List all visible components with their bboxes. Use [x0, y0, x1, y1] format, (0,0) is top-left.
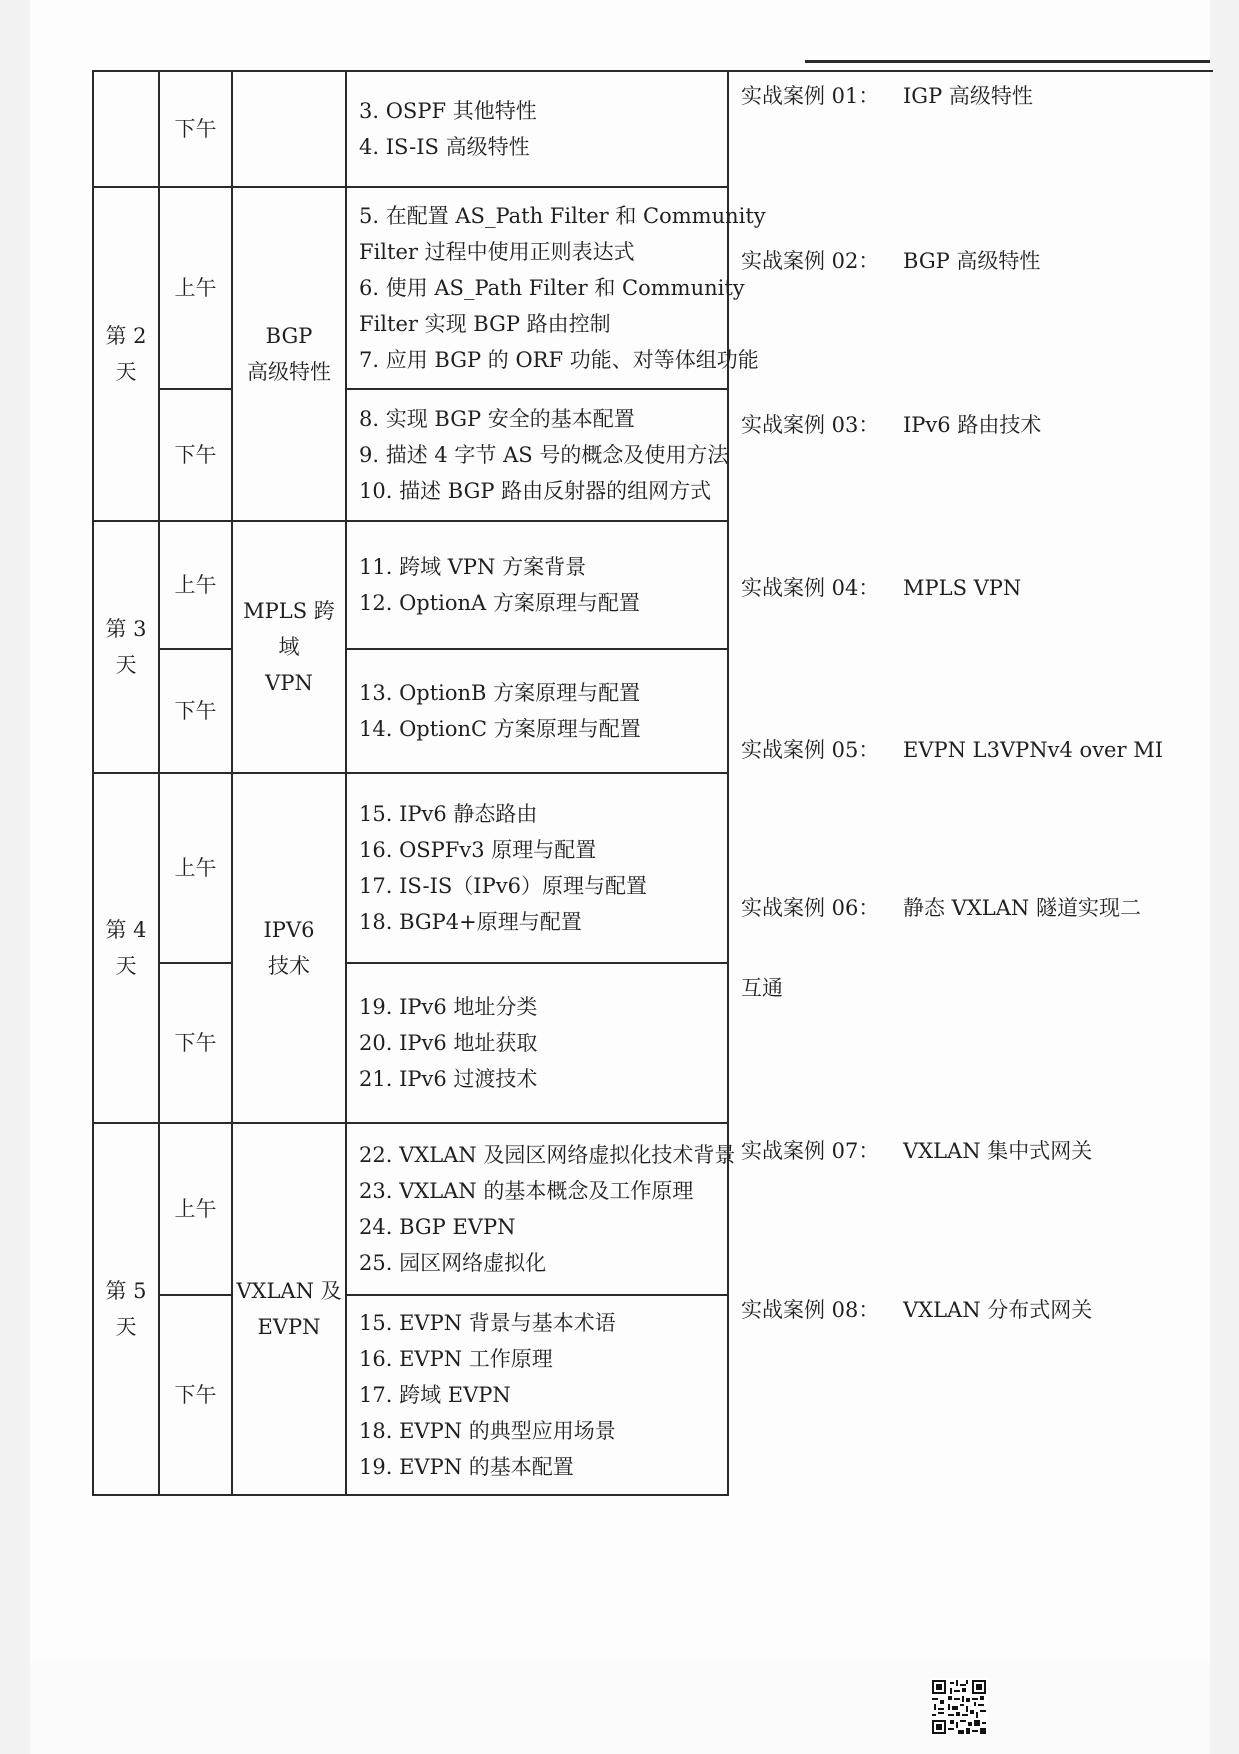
topic-item: 11. 跨域 VPN 方案背景: [359, 555, 587, 579]
period-cell: 上午: [159, 521, 232, 649]
topics-cell: [346, 649, 728, 773]
case-title: IGP 高级特性: [903, 84, 1033, 108]
case-label: 实战案例 07：: [741, 1139, 880, 1163]
topic-item: 7. 应用 BGP 的 ORF 功能、对等体组功能: [359, 348, 759, 372]
case-item-04: [741, 572, 1021, 602]
topic-item: 18. EVPN 的典型应用场景: [359, 1419, 616, 1443]
case-title: EVPN L3VPNv4 over MI: [903, 738, 1163, 762]
topics-cell: [346, 1123, 736, 1295]
day-cell: 第 4 天: [93, 773, 159, 1123]
topic-item: 16. OSPFv3 原理与配置: [359, 838, 597, 862]
case-label: 实战案例 06：: [741, 896, 880, 920]
case-title: VXLAN 集中式网关: [903, 1139, 1093, 1163]
topics-cell: [346, 71, 728, 187]
topic-item: 18. BGP4+原理与配置: [359, 910, 582, 934]
topic-item: Filter 实现 BGP 路由控制: [359, 312, 611, 336]
period-cell: 下午: [159, 963, 232, 1123]
period-cell: 上午: [159, 1123, 232, 1295]
topic-item: Filter 过程中使用正则表达式: [359, 240, 635, 264]
topic-item: 20. IPv6 地址获取: [359, 1031, 538, 1055]
topic-item: 3. OSPF 其他特性: [359, 99, 537, 123]
case-item-06: [741, 892, 1141, 922]
table-top-border-right: [805, 60, 1210, 63]
topics-cell: [346, 963, 728, 1123]
topics-cell: [346, 187, 766, 389]
period-cell: 上午: [159, 187, 232, 389]
case-item-08: [741, 1294, 1092, 1324]
case-label: 实战案例 02：: [741, 249, 880, 273]
page-margin: [30, 1660, 1210, 1754]
topic-item: 15. EVPN 背景与基本术语: [359, 1311, 616, 1335]
case-label: 实战案例 05：: [741, 738, 880, 762]
case-title: MPLS VPN: [903, 576, 1022, 600]
topic-item: 19. IPv6 地址分类: [359, 995, 538, 1019]
case-title: VXLAN 分布式网关: [903, 1298, 1093, 1322]
topic-item: 6. 使用 AS_Path Filter 和 Community: [359, 276, 745, 300]
module-cell: BGP 高级特性: [232, 187, 346, 521]
case-title: IPv6 路由技术: [903, 413, 1042, 437]
day-cell: 第 3 天: [93, 521, 159, 773]
topic-item: 8. 实现 BGP 安全的基本配置: [359, 407, 635, 431]
module-cell: VXLAN 及 EVPN: [232, 1123, 346, 1495]
topic-item: 25. 园区网络虚拟化: [359, 1251, 547, 1275]
topic-item: 15. IPv6 静态路由: [359, 802, 538, 826]
qr-code-icon: [930, 1678, 988, 1736]
topic-item: 14. OptionC 方案原理与配置: [359, 717, 641, 741]
case-item-01: [741, 80, 1033, 110]
course-schedule-table: [92, 70, 1213, 1496]
topic-item: 16. EVPN 工作原理: [359, 1347, 553, 1371]
case-label: 实战案例 08：: [741, 1298, 880, 1322]
topic-item: 13. OptionB 方案原理与配置: [359, 681, 641, 705]
period-cell: 下午: [159, 71, 232, 187]
topic-item: 22. VXLAN 及园区网络虚拟化技术背景: [359, 1143, 736, 1167]
case-label: 实战案例 03：: [741, 413, 880, 437]
day-cell: [93, 71, 159, 187]
case-label: 实战案例 04：: [741, 576, 880, 600]
case-label: 实战案例 01：: [741, 84, 880, 108]
topic-item: 23. VXLAN 的基本概念及工作原理: [359, 1179, 694, 1203]
period-cell: 下午: [159, 649, 232, 773]
topics-cell: [346, 389, 728, 521]
topic-item: 10. 描述 BGP 路由反射器的组网方式: [359, 479, 712, 503]
topic-item: 5. 在配置 AS_Path Filter 和 Community: [359, 204, 766, 228]
case-06-continuation: 互通: [741, 976, 783, 1000]
day-cell: 第 5 天: [93, 1123, 159, 1495]
topics-cell: [346, 1295, 728, 1495]
topic-item: 12. OptionA 方案原理与配置: [359, 591, 640, 615]
period-cell: 上午: [159, 773, 232, 963]
topics-cell: [346, 773, 728, 963]
table-row: [93, 71, 1213, 187]
topic-item: 19. EVPN 的基本配置: [359, 1455, 574, 1479]
topic-item: 4. IS-IS 高级特性: [359, 135, 530, 159]
module-cell: [232, 71, 346, 187]
topic-item: 17. IS-IS（IPv6）原理与配置: [359, 874, 647, 898]
case-item-03: [741, 409, 1041, 439]
topic-item: 9. 描述 4 字节 AS 号的概念及使用方法: [359, 443, 729, 467]
cases-column: [728, 71, 1213, 1495]
case-item-07: [741, 1135, 1092, 1165]
period-cell: 下午: [159, 389, 232, 521]
day-cell: 第 2 天: [93, 187, 159, 521]
topic-item: 24. BGP EVPN: [359, 1215, 516, 1239]
topic-item: 17. 跨域 EVPN: [359, 1383, 511, 1407]
case-title: BGP 高级特性: [903, 249, 1041, 273]
module-cell: IPV6 技术: [232, 773, 346, 1123]
topics-cell: [346, 521, 728, 649]
case-item-05: [741, 734, 1163, 764]
period-cell: 下午: [159, 1295, 232, 1495]
case-item-02: [741, 245, 1040, 275]
case-title: 静态 VXLAN 隧道实现二: [903, 896, 1141, 920]
topic-item: 21. IPv6 过渡技术: [359, 1067, 538, 1091]
module-cell: MPLS 跨域 VPN: [232, 521, 346, 773]
